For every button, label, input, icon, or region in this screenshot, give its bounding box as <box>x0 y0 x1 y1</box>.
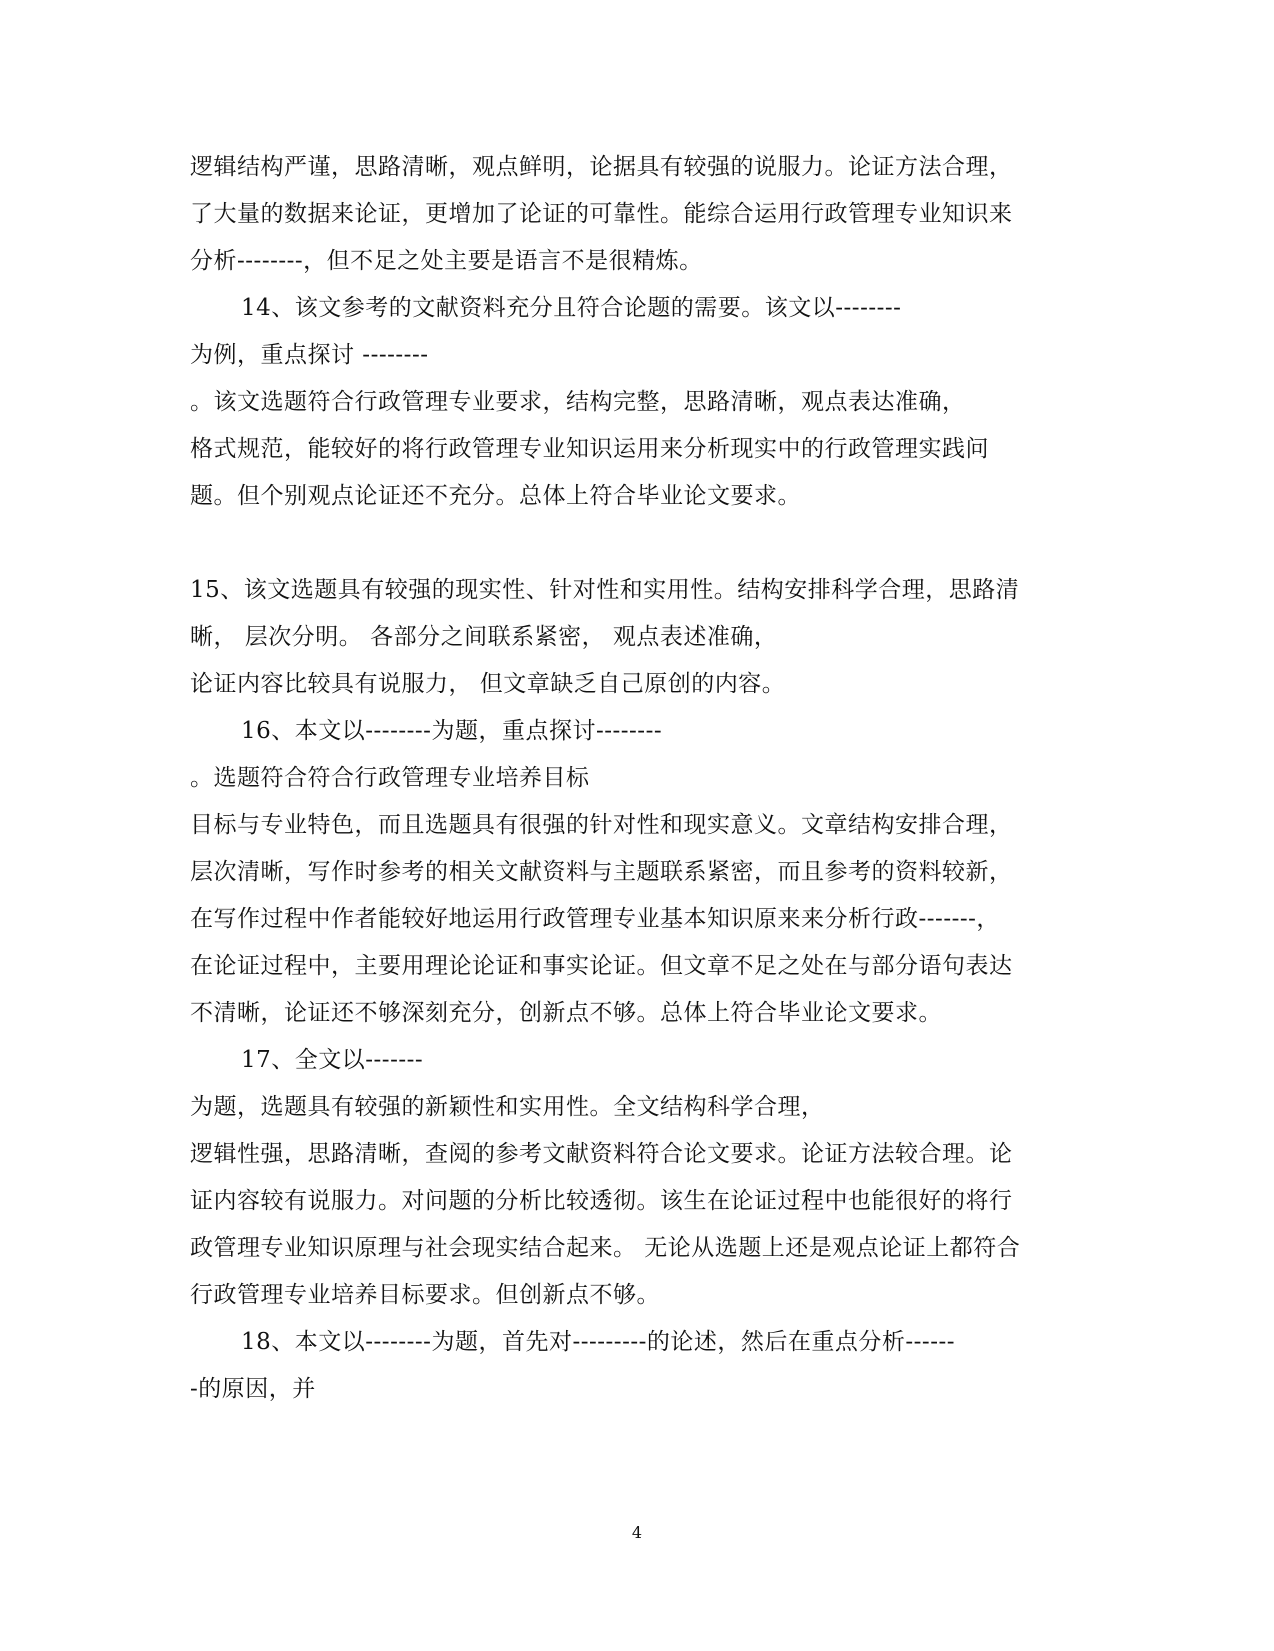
text-line: 格式规范，能较好的将行政管理专业知识运用来分析现实中的行政管理实践问 <box>190 436 989 462</box>
text-line: 逻辑结构严谨，思路清晰，观点鲜明，论据具有较强的说服力。论证方法合理， <box>190 154 1013 180</box>
text-line: 题。但个别观点论证还不充分。总体上符合毕业论文要求。 <box>190 483 801 509</box>
text-line: 证内容较有说服力。对问题的分析比较透彻。该生在论证过程中也能很好的将行 <box>190 1188 1013 1214</box>
text-line: 逻辑性强，思路清晰，查阅的参考文献资料符合论文要求。论证方法较合理。论 <box>190 1141 1013 1167</box>
text-line: 不清晰，论证还不够深刻充分，创新点不够。总体上符合毕业论文要求。 <box>190 1000 942 1026</box>
text-line: 政管理专业知识原理与社会现实结合起来。 无论从选题上还是观点论证上都符合 <box>190 1235 1021 1261</box>
text-line: 分析--------，但不足之处主要是语言不是很精炼。 <box>190 248 703 274</box>
text-line: 行政管理专业培养目标要求。但创新点不够。 <box>190 1282 660 1308</box>
text-line: 在论证过程中，主要用理论论证和事实论证。但文章不足之处在与部分语句表达 <box>190 953 1013 979</box>
text-line: 在写作过程中作者能较好地运用行政管理专业基本知识原来来分析行政-------， <box>190 906 1000 932</box>
text-line: 晰， 层次分明。 各部分之间联系紧密， 观点表述准确， <box>190 624 778 650</box>
paragraph-17-start: 17、全文以------- <box>241 1047 424 1073</box>
paragraph-18-start: 18、本文以--------为题，首先对---------的论述，然后在重点分析------ <box>241 1329 956 1355</box>
text-line: 层次清晰，写作时参考的相关文献资料与主题联系紧密，而且参考的资料较新， <box>190 859 1013 885</box>
text-line: -的原因，并 <box>190 1376 316 1402</box>
text-line: 为例，重点探讨 -------- <box>190 342 429 368</box>
text-line: 。该文选题符合行政管理专业要求，结构完整，思路清晰，观点表达准确， <box>190 389 966 415</box>
text-line: 了大量的数据来论证，更增加了论证的可靠性。能综合运用行政管理专业知识来 <box>190 201 1013 227</box>
paragraph-16-start: 16、本文以--------为题，重点探讨-------- <box>241 718 663 744</box>
text-line: 论证内容比较具有说服力， 但文章缺乏自己原创的内容。 <box>190 671 786 697</box>
paragraph-15-start: 15、该文选题具有较强的现实性、针对性和实用性。结构安排科学合理，思路清 <box>190 577 1020 603</box>
text-line: 为题，选题具有较强的新颖性和实用性。全文结构科学合理， <box>190 1094 825 1120</box>
page-number: 4 <box>631 1523 643 1542</box>
text-line: 目标与专业特色，而且选题具有很强的针对性和现实意义。文章结构安排合理， <box>190 812 1013 838</box>
paragraph-14-start: 14、该文参考的文献资料充分且符合论题的需要。该文以-------- <box>241 295 902 321</box>
text-line: 。选题符合符合行政管理专业培养目标 <box>190 765 590 791</box>
